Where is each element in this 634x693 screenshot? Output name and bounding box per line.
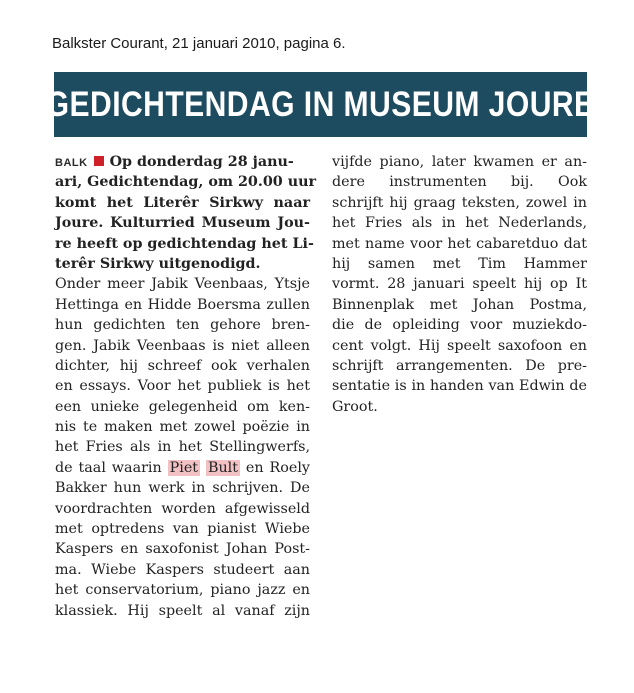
text-line: het Fries als in het Nederlands, — [332, 215, 587, 232]
text-line: met name voor het cabaretduo dat — [332, 235, 587, 252]
text-line: Kaspers en saxofonist Johan Post- — [55, 541, 310, 558]
text-line: die de opleiding voor muziekdo- — [332, 317, 587, 334]
source-citation: Balkster Courant, 21 januari 2010, pagina 6. — [52, 35, 346, 52]
text-after-name: en Roely — [240, 459, 311, 476]
text-line: re heeft op gedichtendag het Li- — [55, 235, 314, 252]
text-line: hun gedichten ten gehore bren- — [55, 317, 310, 334]
text-line: vormt. 28 januari speelt hij op It — [332, 276, 587, 293]
text-line: sentatie is in handen van Edwin de — [332, 378, 587, 395]
lead-lines — [55, 172, 317, 274]
text-line: Groot. — [332, 398, 378, 415]
lead-paragraph — [55, 152, 317, 274]
text-line: cent volgt. Hij speelt saxofoon en — [332, 337, 587, 354]
text-line: Binnenplak met Johan Postma, — [332, 296, 587, 313]
text-line: het conservatorium, piano jazz en — [55, 582, 310, 599]
article-column-right — [332, 152, 587, 417]
text-line: gen. Jabik Veenbaas is niet alleen — [55, 337, 310, 354]
text-line: het Fries als in het Stellingwerfs, — [55, 439, 310, 456]
text-line: dere instrumenten bij. Ook — [332, 174, 587, 191]
body-left-a — [55, 274, 310, 458]
text-line: schrijft hij graag teksten, zowel in — [332, 194, 587, 211]
text-line: dichter, hij schreef ook verhalen — [55, 357, 310, 374]
text-line: ari, Gedichtendag, om 20.00 uur — [55, 174, 317, 191]
text-line: vijfde piano, later kwamen er an- — [332, 154, 587, 170]
text-line: Onder meer Jabik Veenbaas, Ytsje — [55, 276, 310, 293]
article-column-left — [55, 152, 317, 621]
text-line: voordrachten worden afgewisseld — [55, 500, 310, 517]
text-line: Bakker hun werk in schrijven. De — [55, 480, 310, 497]
headline: GEDICHTENDAG IN MUSEUM JOURE — [46, 84, 595, 124]
text-line: een unieke gelegenheid om ken- — [55, 398, 310, 415]
text-line: schrijft arrangementen. De pre- — [332, 357, 587, 374]
text-line: terêr Sirkwy uitgenodigd. — [55, 255, 261, 272]
text-line: Hettinga en Hidde Boersma zullen — [55, 296, 310, 313]
text-before-name: de taal waarin — [55, 459, 168, 476]
red-square-icon — [94, 156, 104, 166]
text-line: komt het Literêr Sirkwy naar — [55, 194, 310, 211]
body-left-b — [55, 478, 310, 621]
text-line: met optredens van pianist Wiebe — [55, 521, 310, 538]
text-line: Joure. Kulturried Museum Jou- — [55, 215, 310, 232]
highlighted-last-name: Bult — [207, 459, 239, 476]
text-line: nis te maken met zowel poëzie in — [55, 419, 310, 436]
kicker-label: BALK — [55, 157, 88, 169]
lead-first-line — [55, 152, 310, 172]
text-line: klassiek. Hij speelt al vanaf zijn — [55, 602, 310, 619]
text-line: hij samen met Tim Hammer — [332, 255, 587, 272]
highlighted-first-name: Piet — [169, 459, 199, 476]
body-right — [332, 152, 587, 417]
text-line: en essays. Voor het publiek is het — [55, 378, 310, 395]
text-line: ma. Wiebe Kaspers studeert aan — [55, 561, 310, 578]
headline-bar — [46, 72, 595, 137]
highlight-line — [55, 458, 310, 478]
lead-first-text: Op donderdag 28 janu- — [109, 154, 294, 170]
